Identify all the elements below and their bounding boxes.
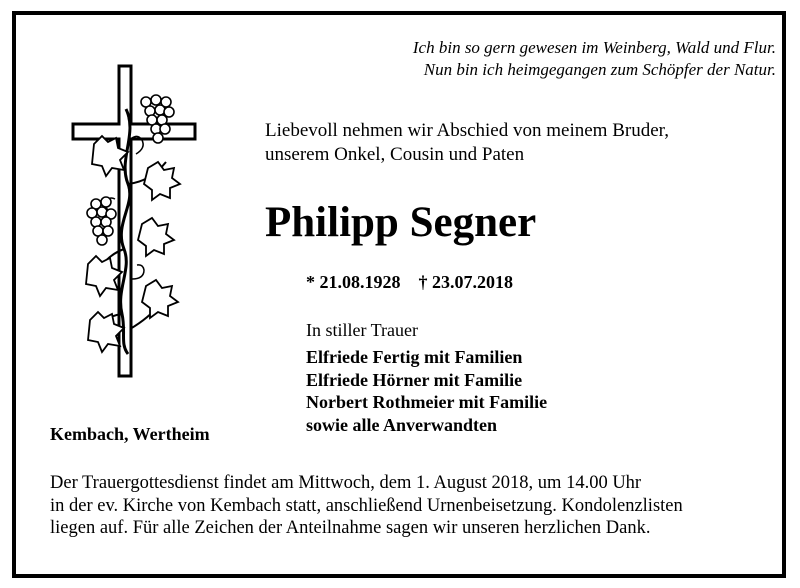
poem-line: Nun bin ich heimgegangen zum Schöpfer der Natur. bbox=[423, 60, 776, 79]
service-line: liegen auf. Für alle Zeichen der Anteilnahme sagen wir unseren herzlichen Dank. bbox=[50, 518, 651, 538]
mourner-entry: sowie alle Anverwandten bbox=[306, 414, 497, 435]
service-line: Der Trauergottesdienst findet am Mittwoch, dem 1. August 2018, um 14.00 Uhr bbox=[50, 473, 642, 493]
poem-line: Ich bin so gern gewesen im Weinberg, Wald und Flur. bbox=[412, 38, 776, 57]
poem-verse bbox=[413, 37, 776, 81]
cross-with-grapevine-icon bbox=[66, 64, 206, 380]
mourner-entry: Elfriede Fertig mit Familien bbox=[306, 347, 523, 367]
farewell-intro bbox=[265, 119, 669, 167]
mourning-label: In stiller Trauer bbox=[306, 320, 418, 340]
intro-line: unserem Onkel, Cousin und Paten bbox=[265, 144, 525, 165]
mourners-list bbox=[306, 346, 547, 436]
place-name: Kembach, Wertheim bbox=[50, 424, 210, 444]
intro-line: Liebevoll nehmen wir Abschied von meinem Bruder, bbox=[265, 120, 669, 141]
service-line: in der ev. Kirche von Kembach statt, anschließend Urnenbeisetzung. Kondolenzlisten bbox=[50, 495, 683, 516]
mourner-entry: Norbert Rothmeier mit Familie bbox=[306, 392, 548, 412]
service-notice bbox=[50, 472, 683, 540]
life-dates bbox=[306, 270, 513, 294]
birth-date: * 21.08.1928 bbox=[306, 272, 401, 292]
death-date: † 23.07.2018 bbox=[418, 272, 513, 292]
deceased-name: Philipp Segner bbox=[265, 199, 537, 246]
mourner-entry: Elfriede Hörner mit Familie bbox=[306, 369, 523, 390]
